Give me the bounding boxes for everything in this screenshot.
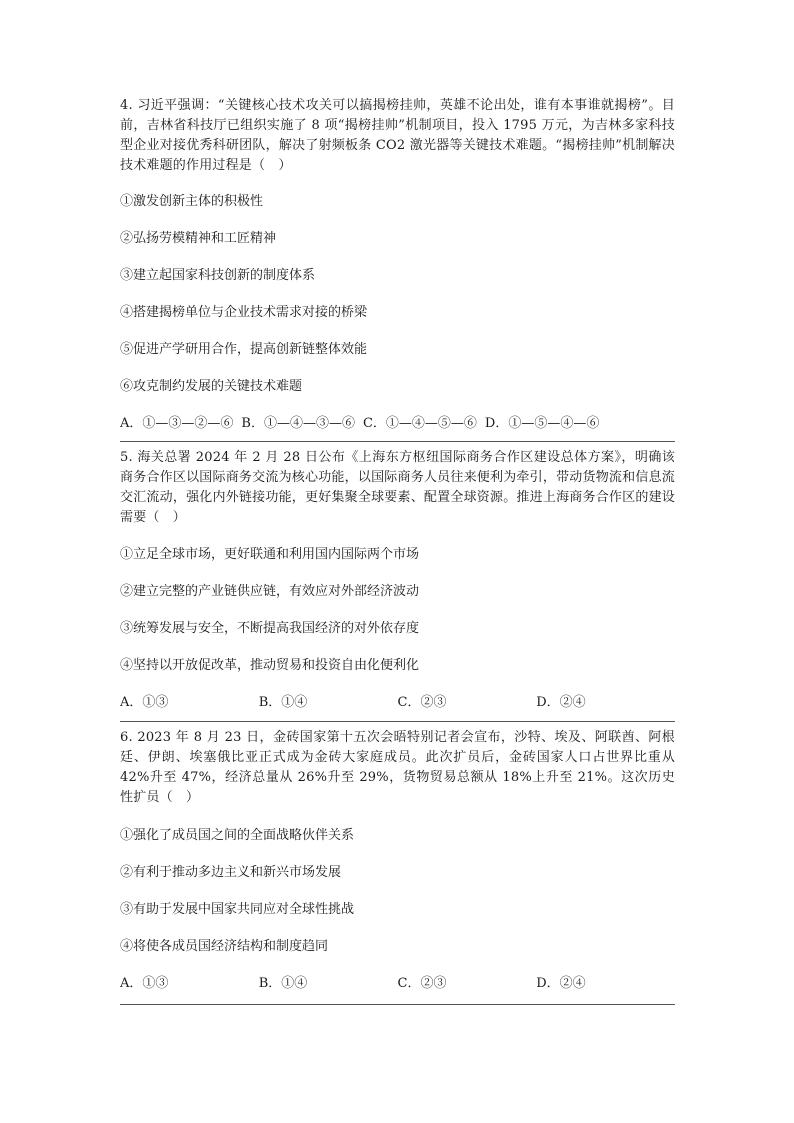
answer-a[interactable]: A．①—③—②—⑥ bbox=[120, 416, 234, 431]
option-4: ④搭建揭榜单位与企业技术需求对接的桥梁 bbox=[120, 305, 368, 320]
answer-d[interactable]: D．①—⑤—④—⑥ bbox=[484, 416, 600, 431]
answer-choices bbox=[120, 974, 675, 994]
answer-b[interactable]: B．①—④—③—⑥ bbox=[241, 416, 355, 431]
answer-d[interactable]: D．②④ bbox=[536, 695, 586, 710]
question-divider bbox=[120, 441, 675, 442]
option-2: ②弘扬劳模精神和工匠精神 bbox=[120, 231, 277, 246]
option-4: ④将使各成员国经济结构和制度趋同 bbox=[120, 939, 329, 954]
answer-c[interactable]: C．①—④—⑤—⑥ bbox=[362, 416, 477, 431]
answer-c[interactable]: C．②③ bbox=[397, 695, 447, 710]
option-5: ⑤促进产学研用合作，提高创新链整体效能 bbox=[120, 342, 368, 357]
question-stem: 6. 2023 年 8 月 23 日，金砖国家第十五次会晤特别记者会宣布，沙特、埃及、阿联酋、阿根廷、伊朗、埃塞俄比亚正式成为金砖大家庭成员。此次扩员后，金砖国家人口占世界比重从 42%升至 47%，经济总量从 26%升至 29%，货物贸易总额从 18%上升至 21%。这次历史性扩员（ ） bbox=[120, 730, 675, 805]
question-5 bbox=[120, 448, 675, 713]
question-6 bbox=[120, 728, 675, 994]
question-stem: 4. 习近平强调：“关键核心技术攻关可以搞揭榜挂帅，英雄不论出处，谁有本事谁就揭榜”。目前，吉林省科技厅已组织实施了 8 项“揭榜挂帅”机制项目，投入 1795 万元，为吉林多家科技型企业对接优秀科研团队，解决了射频板条 CO2 激光器等关键技术难题。“揭榜挂帅”机制解决技术难题的作用过程是（ ） bbox=[120, 98, 675, 173]
option-3: ③有助于发展中国家共同应对全球性挑战 bbox=[120, 902, 355, 917]
answer-a[interactable]: A．①③ bbox=[120, 976, 169, 991]
option-3: ③统筹发展与安全，不断提高我国经济的对外依存度 bbox=[120, 621, 420, 636]
option-3: ③建立起国家科技创新的制度体系 bbox=[120, 268, 316, 283]
question-divider bbox=[120, 1004, 675, 1005]
option-1: ①激发创新主体的积极性 bbox=[120, 194, 264, 209]
answer-c[interactable]: C．②③ bbox=[397, 976, 447, 991]
answer-d[interactable]: D．②④ bbox=[536, 976, 586, 991]
answer-choices bbox=[120, 693, 675, 713]
answer-choices bbox=[120, 414, 675, 434]
answer-a[interactable]: A．①③ bbox=[120, 695, 169, 710]
question-divider bbox=[120, 721, 675, 722]
option-1: ①立足全球市场，更好联通和利用国内国际两个市场 bbox=[120, 547, 420, 562]
question-4 bbox=[120, 96, 675, 434]
option-2: ②有利于推动多边主义和新兴市场发展 bbox=[120, 865, 342, 880]
option-6: ⑥攻克制约发展的关键技术难题 bbox=[120, 379, 303, 394]
question-stem: 5. 海关总署 2024 年 2 月 28 日公布《上海东方枢纽国际商务合作区建设总体方案》，明确该商务合作区以国际商务交流为核心功能，以国际商务人员往来便利为牵引，带动货物流和信息流交汇流动，强化内外链接功能，更好集聚全球要素、配置全球资源。推进上海商务合作区的建设需要（ ） bbox=[120, 450, 675, 525]
answer-b[interactable]: B．①④ bbox=[258, 695, 308, 710]
option-4: ④坚持以开放促改革，推动贸易和投资自由化便利化 bbox=[120, 658, 420, 673]
exam-page bbox=[120, 96, 675, 1005]
option-2: ②建立完整的产业链供应链，有效应对外部经济波动 bbox=[120, 584, 420, 599]
answer-b[interactable]: B．①④ bbox=[258, 976, 308, 991]
option-1: ①强化了成员国之间的全面战略伙伴关系 bbox=[120, 828, 355, 843]
